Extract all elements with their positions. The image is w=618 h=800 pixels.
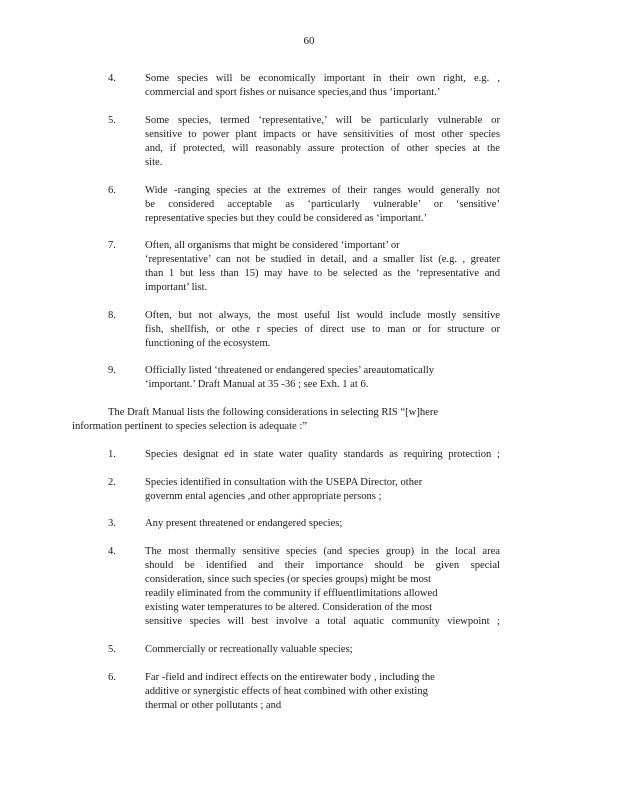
text-line: additive or synergistic effects of heat combined with other existing	[145, 686, 428, 697]
item-text	[145, 239, 500, 295]
text-line: Commercially or recreationally valuable species;	[145, 644, 353, 655]
text-line: should be identified and their importance should be given special	[145, 560, 500, 571]
item-text	[145, 517, 500, 531]
text-line: ‘important.’ Draft Manual at 35 -36 ; see Exh. 1 at 6.	[145, 379, 369, 390]
item-number: 8.	[108, 310, 116, 321]
text-line: Some species, termed ‘representative,’ will be particularly vulnerable or	[145, 115, 500, 126]
text-line: Some species will be economically important in their own right, e.g. ,	[145, 73, 500, 84]
text-line: information pertinent to species selection is adequate :”	[72, 421, 308, 432]
item-text	[145, 184, 500, 226]
text-line: readily eliminated from the community if effluentlimitations allowed	[145, 588, 438, 599]
item-number: 3.	[108, 518, 116, 529]
item-number: 7.	[108, 240, 116, 251]
text-line: sensitive species will best involve a total aquatic community viewpoint ;	[145, 616, 500, 627]
item-number: 1.	[108, 449, 116, 460]
item-text	[145, 476, 500, 504]
text-line: representative species but they could be considered as ‘important.’	[145, 213, 428, 224]
text-line: Wide -ranging species at the extremes of their ranges would generally not	[145, 185, 500, 196]
text-line: thermal or other pollutants ; and	[145, 700, 282, 711]
text-line: site.	[145, 157, 163, 168]
item-text	[145, 309, 500, 351]
text-line: and, if protected, will reasonably assure protection of other species at the	[145, 143, 500, 154]
item-text	[145, 72, 500, 100]
text-line: be considered acceptable as ‘particularly vulnerable’ or ‘sensitive’	[145, 199, 500, 210]
item-number: 9.	[108, 365, 116, 376]
text-line: Species designat ed in state water quality standards as requiring protection ;	[145, 449, 500, 460]
text-line: governm ental agencies ,and other appropriate persons ;	[145, 491, 382, 502]
text-line: Species identified in consultation with the USEPA Director, other	[145, 477, 423, 488]
text-line: Officially listed ‘threatened or endangered species’ areautomatically	[145, 365, 435, 376]
item-number: 2.	[108, 477, 116, 488]
text-line: ‘representative’ can not be studied in detail, and a smaller list (e.g. , greater	[145, 254, 500, 265]
text-line: The Draft Manual lists the following considerations in selecting RIS “[w]here	[108, 407, 439, 418]
item-number: 6.	[108, 185, 116, 196]
page-number: 60	[303, 35, 315, 47]
text-line: The most thermally sensitive species (and species group) in the local area	[145, 546, 500, 557]
text-line: existing water temperatures to be altered. Consideration of the most	[145, 602, 433, 613]
item-text	[145, 671, 500, 713]
item-text	[145, 114, 500, 170]
text-line: Far -field and indirect effects on the entirewater body , including the	[145, 672, 435, 683]
item-number: 5.	[108, 115, 116, 126]
text-line: Often, all organisms that might be considered ‘important’ or	[145, 240, 400, 251]
text-line: Often, but not always, the most useful list would include mostly sensitive	[145, 310, 500, 321]
text-line: functioning of the ecosystem.	[145, 338, 271, 349]
text-line: sensitive to power plant impacts or have sensitivities of most other species	[145, 129, 500, 140]
text-line: commercial and sport fishes or nuisance species,and thus ‘important.’	[145, 87, 441, 98]
text-line: than 1 but less than 15) may have to be selected as the ‘representative and	[145, 268, 500, 279]
item-text	[145, 545, 500, 629]
text-line: consideration, since such species (or species groups) might be most	[145, 574, 431, 585]
item-text	[145, 448, 500, 462]
item-number: 4.	[108, 546, 116, 557]
item-number: 4.	[108, 73, 116, 84]
item-text	[145, 643, 500, 657]
intro-paragraph	[72, 406, 512, 434]
item-text	[145, 364, 500, 392]
item-number: 6.	[108, 672, 116, 683]
text-line: important’ list.	[145, 282, 208, 293]
text-line: fish, shellfish, or othe r species of direct use to man or for structure or	[145, 324, 500, 335]
item-number: 5.	[108, 644, 116, 655]
text-line: Any present threatened or endangered species;	[145, 518, 343, 529]
